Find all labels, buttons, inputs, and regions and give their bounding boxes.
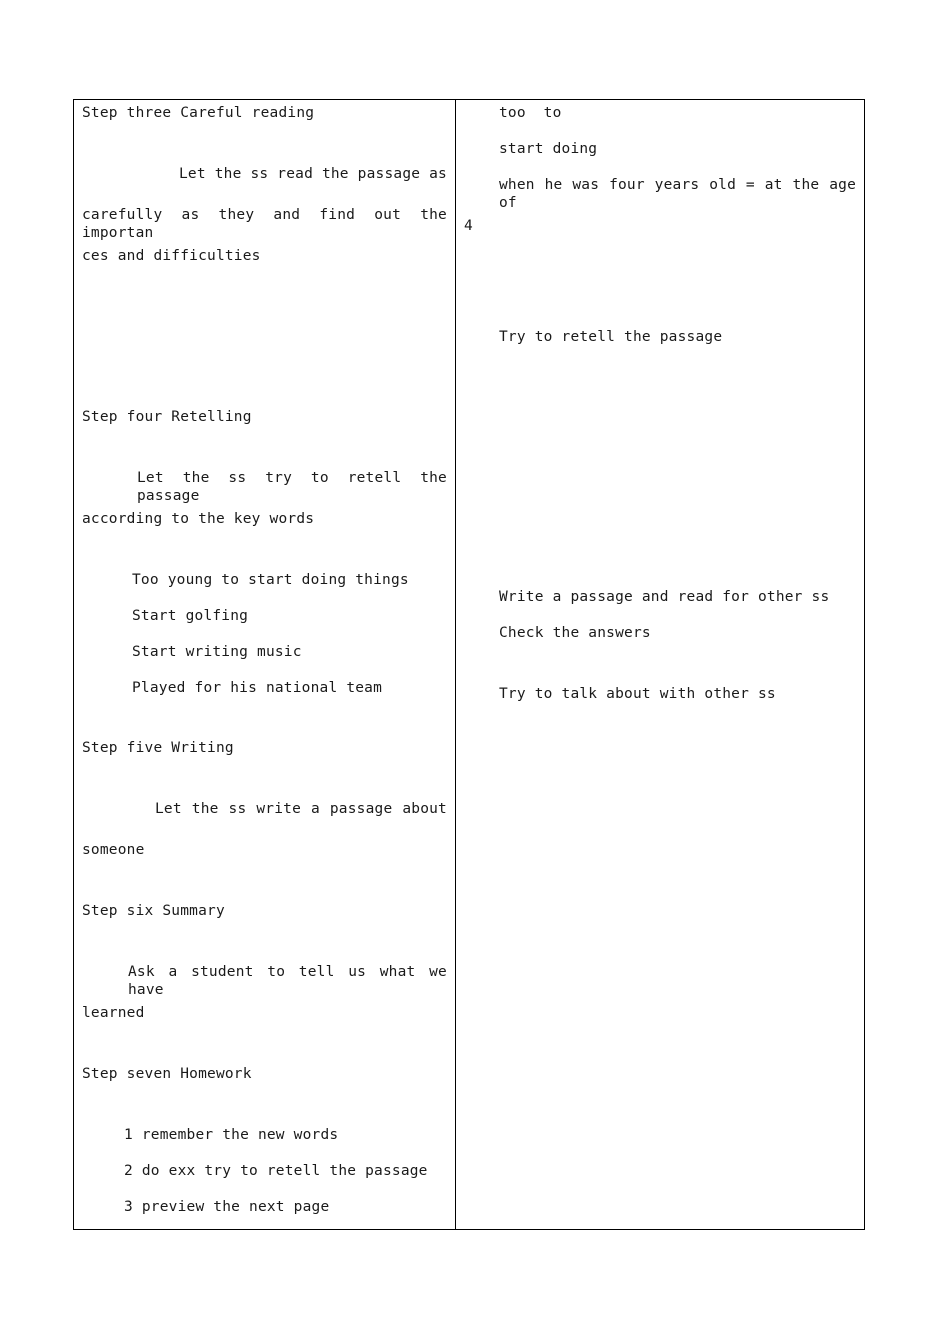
activity-retell: Try to retell the passage [499, 329, 723, 345]
note-age-number: 4 [464, 218, 473, 234]
note-start-doing: start doing [499, 141, 598, 157]
key-word-item: Start golfing [132, 608, 249, 624]
step-five-title: Step five Writing [82, 740, 234, 756]
note-too-to: too to [499, 105, 562, 121]
step-five-text-2: someone [82, 842, 145, 858]
step-six-text-2: learned [82, 1005, 145, 1021]
step-four-text-1: Let the ss try to retell the passage [137, 470, 447, 504]
lesson-table [73, 99, 865, 1230]
activity-talk: Try to talk about with other ss [499, 686, 776, 702]
activity-check: Check the answers [499, 625, 651, 641]
key-word-item: Too young to start doing things [132, 572, 409, 588]
note-age: when he was four years old = at the age of [499, 177, 856, 211]
step-six-title: Step six Summary [82, 903, 225, 919]
key-word-item: Played for his national team [132, 680, 383, 696]
column-divider [455, 99, 456, 1230]
step-three-text-2: carefully as they and find out the importan [82, 207, 447, 241]
step-six-text-1: Ask a student to tell us what we have [128, 964, 447, 998]
step-seven-title: Step seven Homework [82, 1066, 252, 1082]
homework-item: 2 do exx try to retell the passage [124, 1163, 428, 1179]
key-word-item: Start writing music [132, 644, 302, 660]
step-three-title: Step three Careful reading [82, 105, 315, 121]
step-five-text-1: Let the ss write a passage about [155, 801, 447, 817]
homework-item: 1 remember the new words [124, 1127, 339, 1143]
activity-write: Write a passage and read for other ss [499, 589, 830, 605]
step-four-title: Step four Retelling [82, 409, 252, 425]
homework-item: 3 preview the next page [124, 1199, 330, 1215]
step-three-text-1: Let the ss read the passage as [179, 166, 447, 182]
step-four-text-2: according to the key words [82, 511, 315, 527]
step-three-text-3: ces and difficulties [82, 248, 261, 264]
